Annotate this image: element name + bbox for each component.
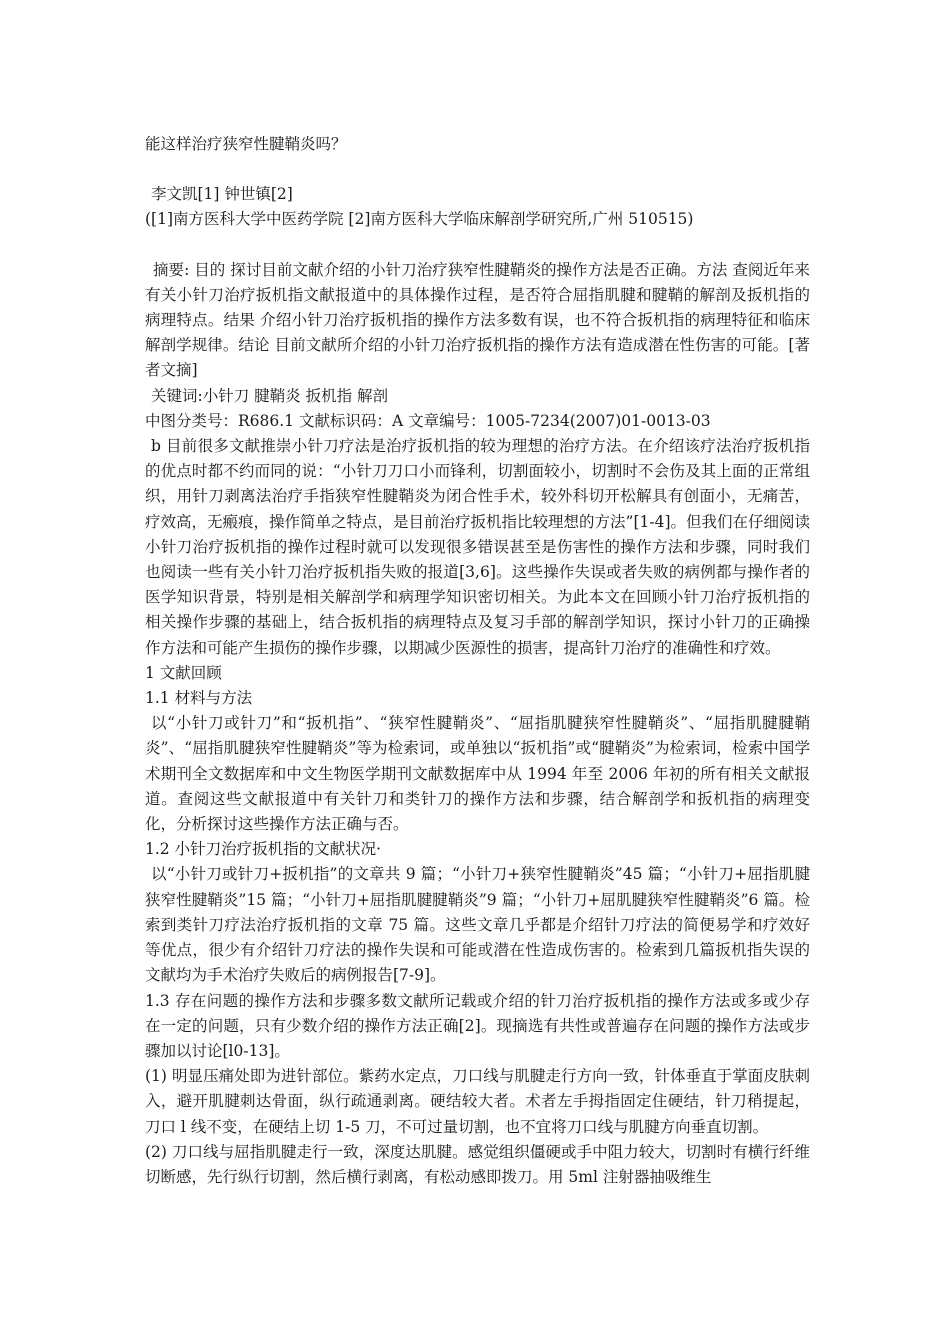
- authors: 李文凯[1] 钟世镇[2]: [151, 185, 293, 204]
- affiliation: ([1]南方医科大学中医药学院 [2]南方医科大学临床解剖学研究所,广州 510515): [145, 210, 694, 229]
- classification-line: 中图分类号：R686.1 文献标识码：A 文章编号：1005-7234(2007)01-0013-03: [145, 411, 711, 430]
- list-item-2: (2) 刀口线与屈指肌腱走行一致，深度达肌腱。感觉组织僵硬或手中阻力较大，切割时有横行纤维切断感，先行纵行切割，然后横行剥离，有松动感即拨刀。用 5ml 注射器抽吸维生: [145, 1142, 810, 1186]
- article-page: [145, 132, 810, 1190]
- abstract: 摘要: 目的 探讨目前文献介绍的小针刀治疗狭窄性腱鞘炎的操作方法是否正确。方法 查阅近年来有关小针刀治疗扳机指文献报道中的具体操作过程，是否符合屈指肌腱和腱鞘的解剖及扳机指的病理特点。结果 介绍小针刀治疗扳机指的操作方法多数有误，也不符合扳机指的病理特征和临床解剖学规律。结论 目前文献所介绍的小针刀治疗扳机指的操作方法有造成潜在性伤害的可能。[著者文摘]: [145, 260, 810, 380]
- keywords: 关键词:小针刀 腱鞘炎 扳机指 解剖: [151, 386, 389, 405]
- list-item-1: (1) 明显压痛处即为进针部位。紫药水定点，刀口线与肌腱走行方向一致，针体垂直于掌面皮肤刺入，避开肌腱刺达骨面，纵行疏通剥离。硬结较大者。术者左手拇指固定住硬结，针刀稍提起，刀口 l 线不变，在硬结上切 1-5 刀，不可过量切割，也不宜将刀口线与肌腱方向垂直切割。: [145, 1067, 810, 1136]
- article-title: 能这样治疗狭窄性腱鞘炎吗？: [145, 135, 347, 153]
- section-heading-1-1: 1.1 材料与方法: [145, 689, 253, 708]
- methods-paragraph: 以“小针刀或针刀”和“扳机指”、“狭窄性腱鞘炎”、“屈指肌腱狭窄性腱鞘炎”、“屈指肌腱腱鞘炎”、“屈指肌腱狭窄性腱鞘炎”等为检索词，或单独以“扳机指”或“腱鞘炎”为检索词，检索中国学术期刊全文数据库和中文生物医学期刊文献数据库中从 1994 年至 2006 年初的所有相关文献报道。查阅这些文献报道中有关针刀和类针刀的操作方法和步骤，结合解剖学和扳机指的病理变化，分析探讨这些操作方法正确与否。: [145, 714, 810, 834]
- intro-paragraph: b 目前很多文献推崇小针刀疗法是治疗扳机指的较为理想的治疗方法。在介绍该疗法治疗扳机指的优点时都不约而同的说：“小针刀刀口小而锋利，切割面较小，切割时不会伤及其上面的正常组织，用针刀剥离法治疗手指狭窄性腱鞘炎为闭合性手术，较外科切开松解具有创面小，无痛苦，疗效高，无瘢痕，操作简单之特点，是目前治疗扳机指比较理想的方法”[1-4]。但我们在仔细阅读小针刀治疗扳机指的操作过程时就可以发现很多错误甚至是伤害性的操作方法和步骤，同时我们也阅读一些有关小针刀治疗扳机指失败的报道[3,6]。这些操作失误或者失败的病例都与操作者的医学知识背景，特别是相关解剖学和病理学知识密切相关。为此本文在回顾小针刀治疗扳机指的相关操作步骤的基础上，结合扳机指的病理特点及复习手部的解剖学知识，探讨小针刀的正确操作方法和可能产生损伤的操作步骤，以期减少医源性的损害，提高针刀治疗的准确性和疗效。: [145, 437, 810, 657]
- section-heading-1-2: 1.2 小针刀治疗扳机指的文献状况·: [145, 840, 382, 859]
- status-paragraph: 以“小针刀或针刀+扳机指”的文章共 9 篇；“小针刀+狭窄性腱鞘炎”45 篇；“小针刀+屈指肌腱狭窄性腱鞘炎”15 篇；“小针刀+屈指肌腱腱鞘炎”9 篇；“小针刀+屈肌腱狭窄性腱鞘炎”6 篇。检索到类针刀疗法治疗扳机指的文章 75 篇。这些文章几乎都是介绍针刀疗法的简便易学和疗效好等优点，很少有介绍针刀疗法的操作失误和可能或潜在性造成伤害的。检索到几篇扳机指失误的文献均为手术治疗失败后的病例报告[7-9]。: [145, 865, 810, 985]
- section-1-3-paragraph: 1.3 存在问题的操作方法和步骤多数文献所记载或介绍的针刀治疗扳机指的操作方法或多或少存在一定的问题，只有少数介绍的操作方法正确[2]。现摘选有共性或普遍存在问题的操作方法或步骤加以讨论[l0-13]。: [145, 991, 810, 1060]
- section-heading-1: 1 文献回顾: [145, 663, 222, 682]
